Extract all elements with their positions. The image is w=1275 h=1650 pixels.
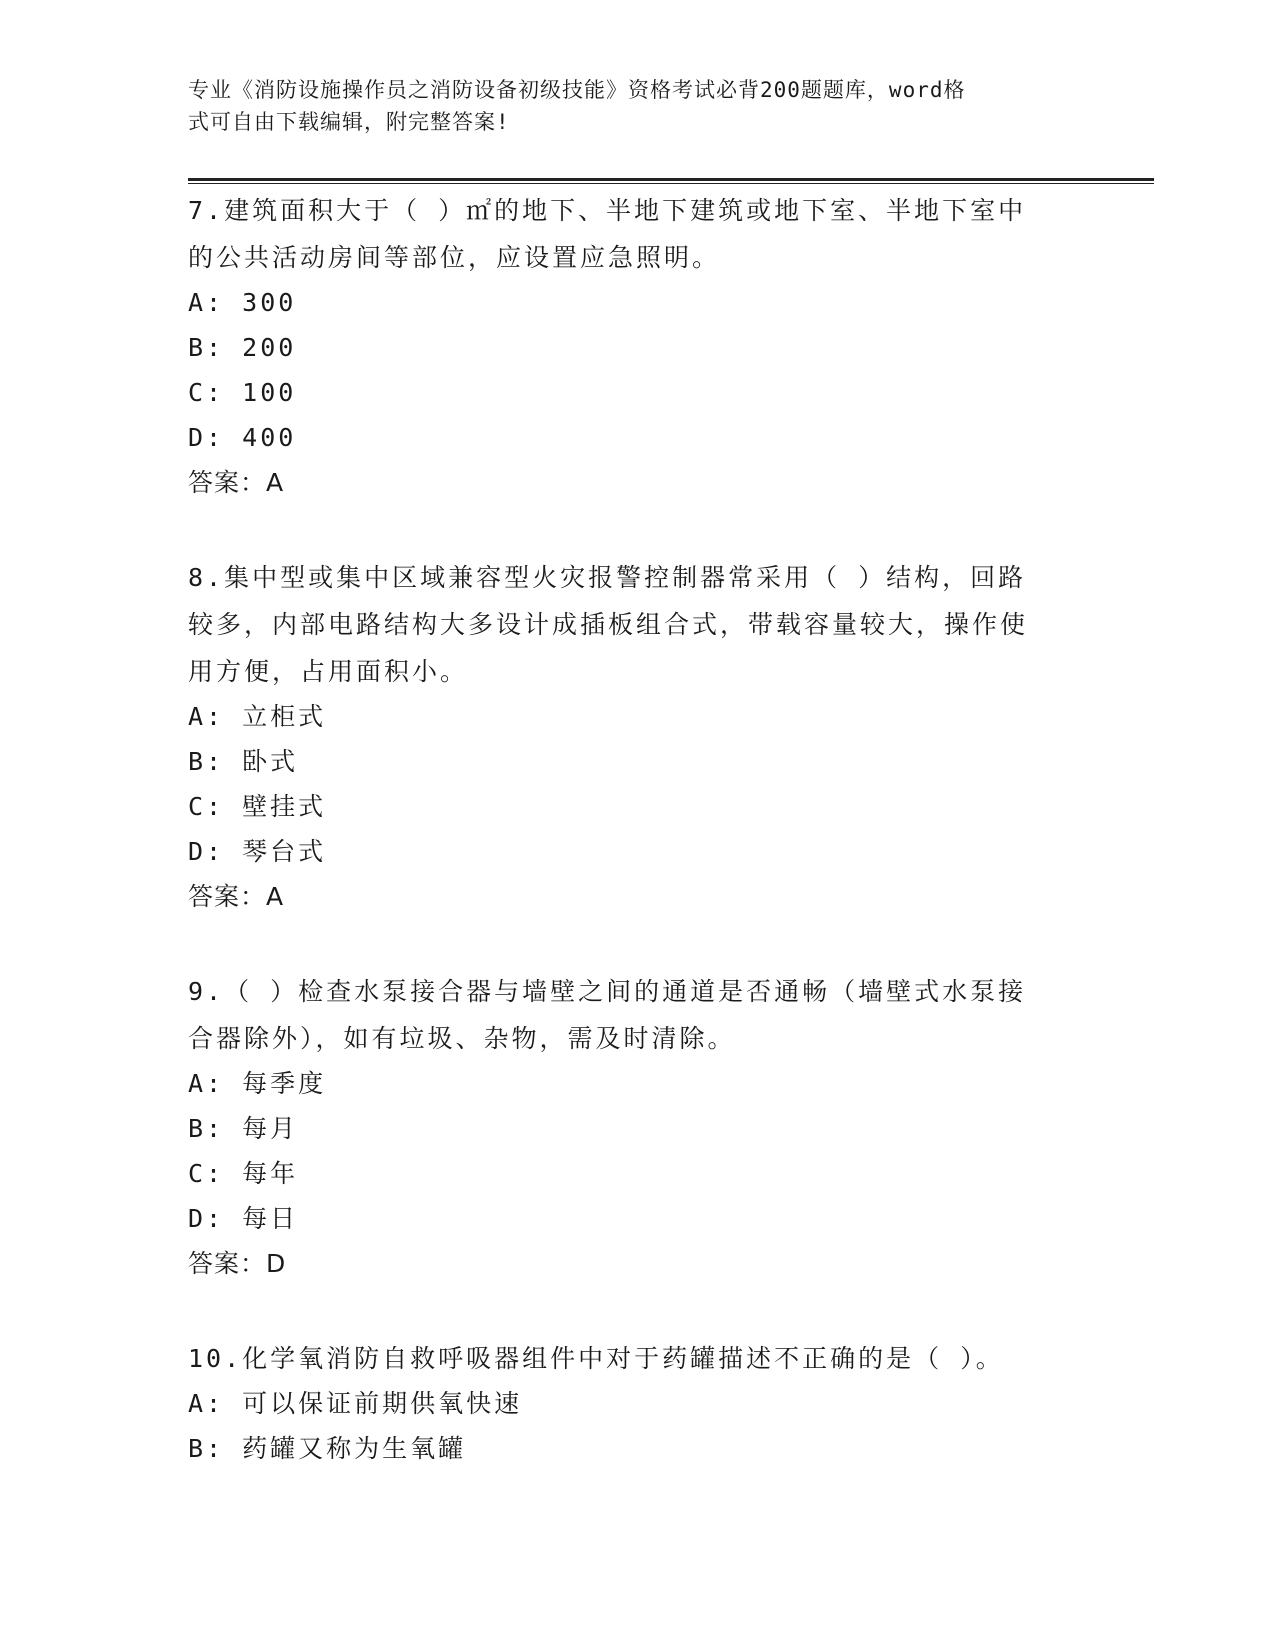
option-a: A: 300 bbox=[188, 288, 297, 317]
option-a: A: 每季度 bbox=[188, 1069, 327, 1098]
option-c: C: 100 bbox=[188, 378, 297, 407]
option-a: A: 可以保证前期供氧快速 bbox=[188, 1389, 523, 1418]
question-stem-line: 7.建筑面积大于（ ）㎡的地下、半地下建筑或地下室、半地下室中 bbox=[188, 196, 1027, 225]
question-stem-line: 用方便，占用面积小。 bbox=[188, 657, 469, 686]
option-d: D: 琴台式 bbox=[188, 837, 327, 866]
option-d: D: 400 bbox=[188, 423, 297, 452]
answer-label: 答案：D bbox=[188, 1249, 287, 1278]
header-divider-thin bbox=[188, 183, 1154, 184]
answer-label: 答案：A bbox=[188, 882, 285, 911]
document-header bbox=[188, 74, 1068, 138]
question-8 bbox=[188, 555, 1068, 919]
question-gap bbox=[188, 1286, 1068, 1334]
option-c: C: 壁挂式 bbox=[188, 792, 327, 821]
question-list bbox=[188, 186, 1068, 1471]
option-d: D: 每日 bbox=[188, 1204, 299, 1233]
question-gap bbox=[188, 505, 1068, 553]
option-c: C: 每年 bbox=[188, 1159, 299, 1188]
answer-label: 答案：A bbox=[188, 468, 285, 497]
option-b: B: 卧式 bbox=[188, 747, 299, 776]
header-divider-thick bbox=[188, 178, 1154, 181]
question-stem-line: 9.（ ）检查水泵接合器与墙壁之间的通道是否通畅（墙壁式水泵接 bbox=[188, 977, 1027, 1006]
question-7 bbox=[188, 188, 1068, 505]
option-b: B: 每月 bbox=[188, 1114, 299, 1143]
question-stem-line: 较多，内部电路结构大多设计成插板组合式，带载容量较大，操作使 bbox=[188, 610, 1029, 639]
option-a: A: 立柜式 bbox=[188, 702, 327, 731]
header-line-1: 专业《消防设施操作员之消防设备初级技能》资格考试必背200题题库，word格 bbox=[188, 78, 966, 102]
question-gap bbox=[188, 919, 1068, 967]
question-stem-line: 10.化学氧消防自救呼吸器组件中对于药罐描述不正确的是（ ）。 bbox=[188, 1344, 1004, 1373]
question-10 bbox=[188, 1336, 1068, 1471]
question-stem-line: 合器除外），如有垃圾、杂物，需及时清除。 bbox=[188, 1024, 736, 1053]
question-stem-line: 的公共活动房间等部位，应设置应急照明。 bbox=[188, 243, 721, 272]
option-b: B: 200 bbox=[188, 333, 297, 362]
option-b: B: 药罐又称为生氧罐 bbox=[188, 1434, 467, 1463]
header-line-2: 式可自由下载编辑，附完整答案! bbox=[188, 110, 510, 134]
question-stem-line: 8.集中型或集中区域兼容型火灾报警控制器常采用（ ）结构，回路 bbox=[188, 563, 1027, 592]
question-9 bbox=[188, 969, 1068, 1286]
